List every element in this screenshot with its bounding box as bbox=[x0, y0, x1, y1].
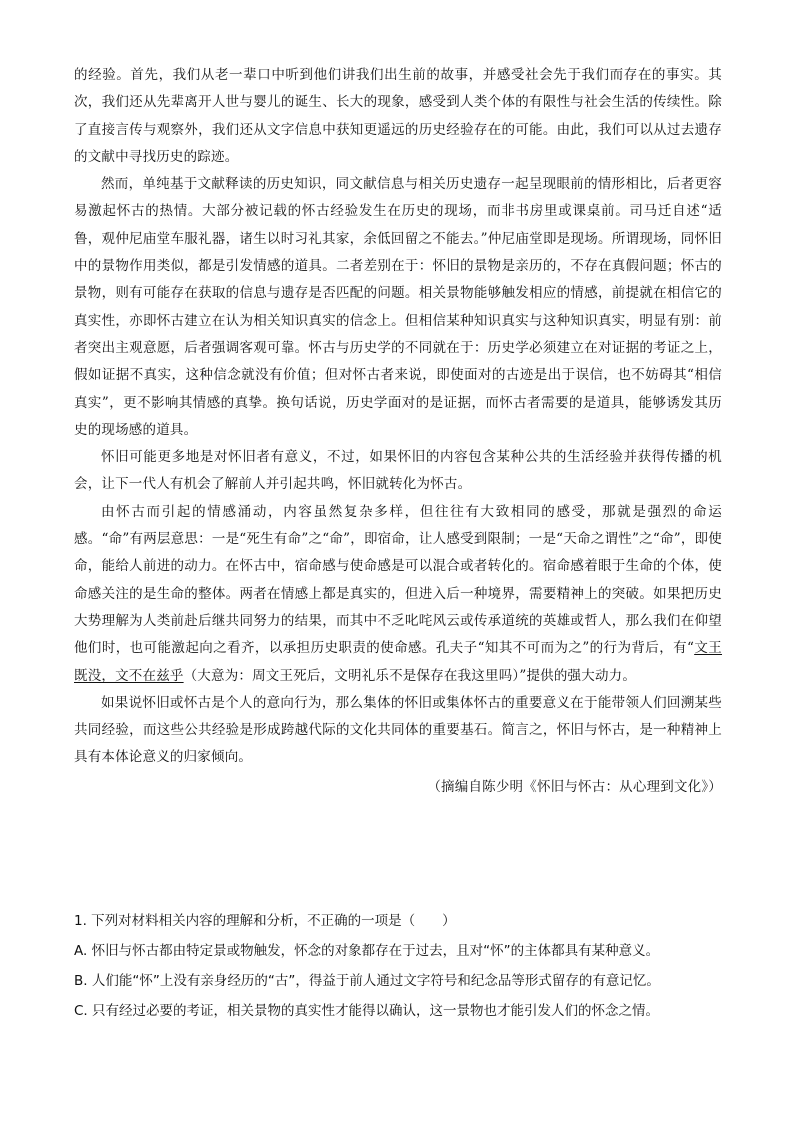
paragraph-4-text-after: （大意为：周文王死后，文明礼乐不是保存在我这里吗）”提供的强大动力。 bbox=[183, 667, 637, 684]
passage-paragraph-5: 如果说怀旧或怀古是个人的意向行为，那么集体的怀旧或集体怀古的重要意义在于能带领人们回溯某些共同经验，而这些公共经验是形成跨越代际的文化共同体的重要基石。简言之，怀旧与怀古，是一种精神上具有本体论意义的归家倾向。 bbox=[74, 694, 722, 766]
option-c: C. 只有经过必要的考证，相关景物的真实性才能得以确认，这一景物也才能引发人们的怀念之情。 bbox=[74, 1003, 660, 1019]
reading-passage bbox=[74, 62, 722, 801]
paragraph-4-text-before: 由怀古而引起的情感涌动，内容虽然复杂多样，但往往有大致相同的感受，那就是强烈的命运感。“命”有两层意思：一是“死生有命”之“命”，即宿命，让人感受到限制；一是“天命之谓性”之“命”，即使命，能给人前进的动力。在怀古中，宿命感与使命感是可以混合或者转化的。宿命感着眼于生命的个体，使命感关注的是生命的整体。两者在情感上都是真实的，但进入后一种境界，需要精神上的突破。如果把历史大势理解为人类前赴后继共同努力的结果，而其中不乏叱咤风云或传承道统的英雄或哲人，那么我们在仰望他们时，也可能激起向之看齐，以承担历史职责的使命感。孔夫子“知其不可而为之”的行为背后，有“ bbox=[74, 503, 722, 657]
passage-paragraph-3: 怀旧可能更多地是对怀旧者有意义，不过，如果怀旧的内容包含某种公共的生活经验并获得传播的机会，让下一代人有机会了解前人并引起共鸣，怀旧就转化为怀古。 bbox=[74, 449, 722, 493]
option-a: A. 怀旧与怀古都由特定景或物触发，怀念的对象都存在于过去，且对“怀”的主体都具有某种意义。 bbox=[74, 943, 660, 959]
question-block bbox=[74, 906, 722, 1026]
question-stem: 1. 下列对材料相关内容的理解和分析，不正确的一项是（ ） bbox=[74, 913, 456, 929]
passage-paragraph-1: 的经验。首先，我们从老一辈口中听到他们讲我们出生前的故事，并感受社会先于我们而存在的事实。其次，我们还从先辈离开人世与婴儿的诞生、长大的现象，感受到人类个体的有限性与社会生活的传续性。除了直接言传与观察外，我们还从文字信息中获知更遥远的历史经验存在的可能。由此，我们可以从过去遗存的文献中寻找历史的踪迹。 bbox=[74, 67, 722, 165]
option-b: B. 人们能“怀”上没有亲身经历的“古”，得益于前人通过文字符号和纪念品等形式留存的有意记忆。 bbox=[74, 973, 660, 989]
passage-paragraph-2: 然而，单纯基于文献释读的历史知识，同文献信息与相关历史遗存一起呈现眼前的情形相比，后者更容易激起怀古的热情。大部分被记载的怀古经验发生在历史的现场，而非书房里或课桌前。司马迁自述“适鲁，观仲尼庙堂车服礼器，诸生以时习礼其家，余低回留之不能去。”仲尼庙堂即是现场。所谓现场，同怀旧中的景物作用类似，都是引发情感的道具。二者差别在于：怀旧的景物是亲历的，不存在真假问题；怀古的景物，则有可能存在获取的信息与遗存是否匹配的问题。相关景物能够触发相应的情感，前提就在相信它的真实性，亦即怀古建立在认为相关知识真实的信念上。但相信某种知识真实与这种知识真实，明显有别：前者突出主观意愿，后者强调客观可靠。怀古与历史学的不同就在于：历史学必须建立在对证据的考证之上，假如证据不真实，这种信念就没有价值；但对怀古者来说，即使面对的古迹是出于误信，也不妨碍其“相信真实”，更不影响其情感的真挚。换句话说，历史学面对的是证据，而怀古者需要的是道具，能够诱发其历史的现场感的道具。 bbox=[74, 176, 722, 438]
underlined-quotation: 文王既没，文不在兹乎 bbox=[74, 640, 723, 684]
source-citation: （摘编自陈少明《怀旧与怀古：从心理到文化》） bbox=[427, 778, 722, 795]
passage-paragraph-4 bbox=[74, 499, 722, 690]
